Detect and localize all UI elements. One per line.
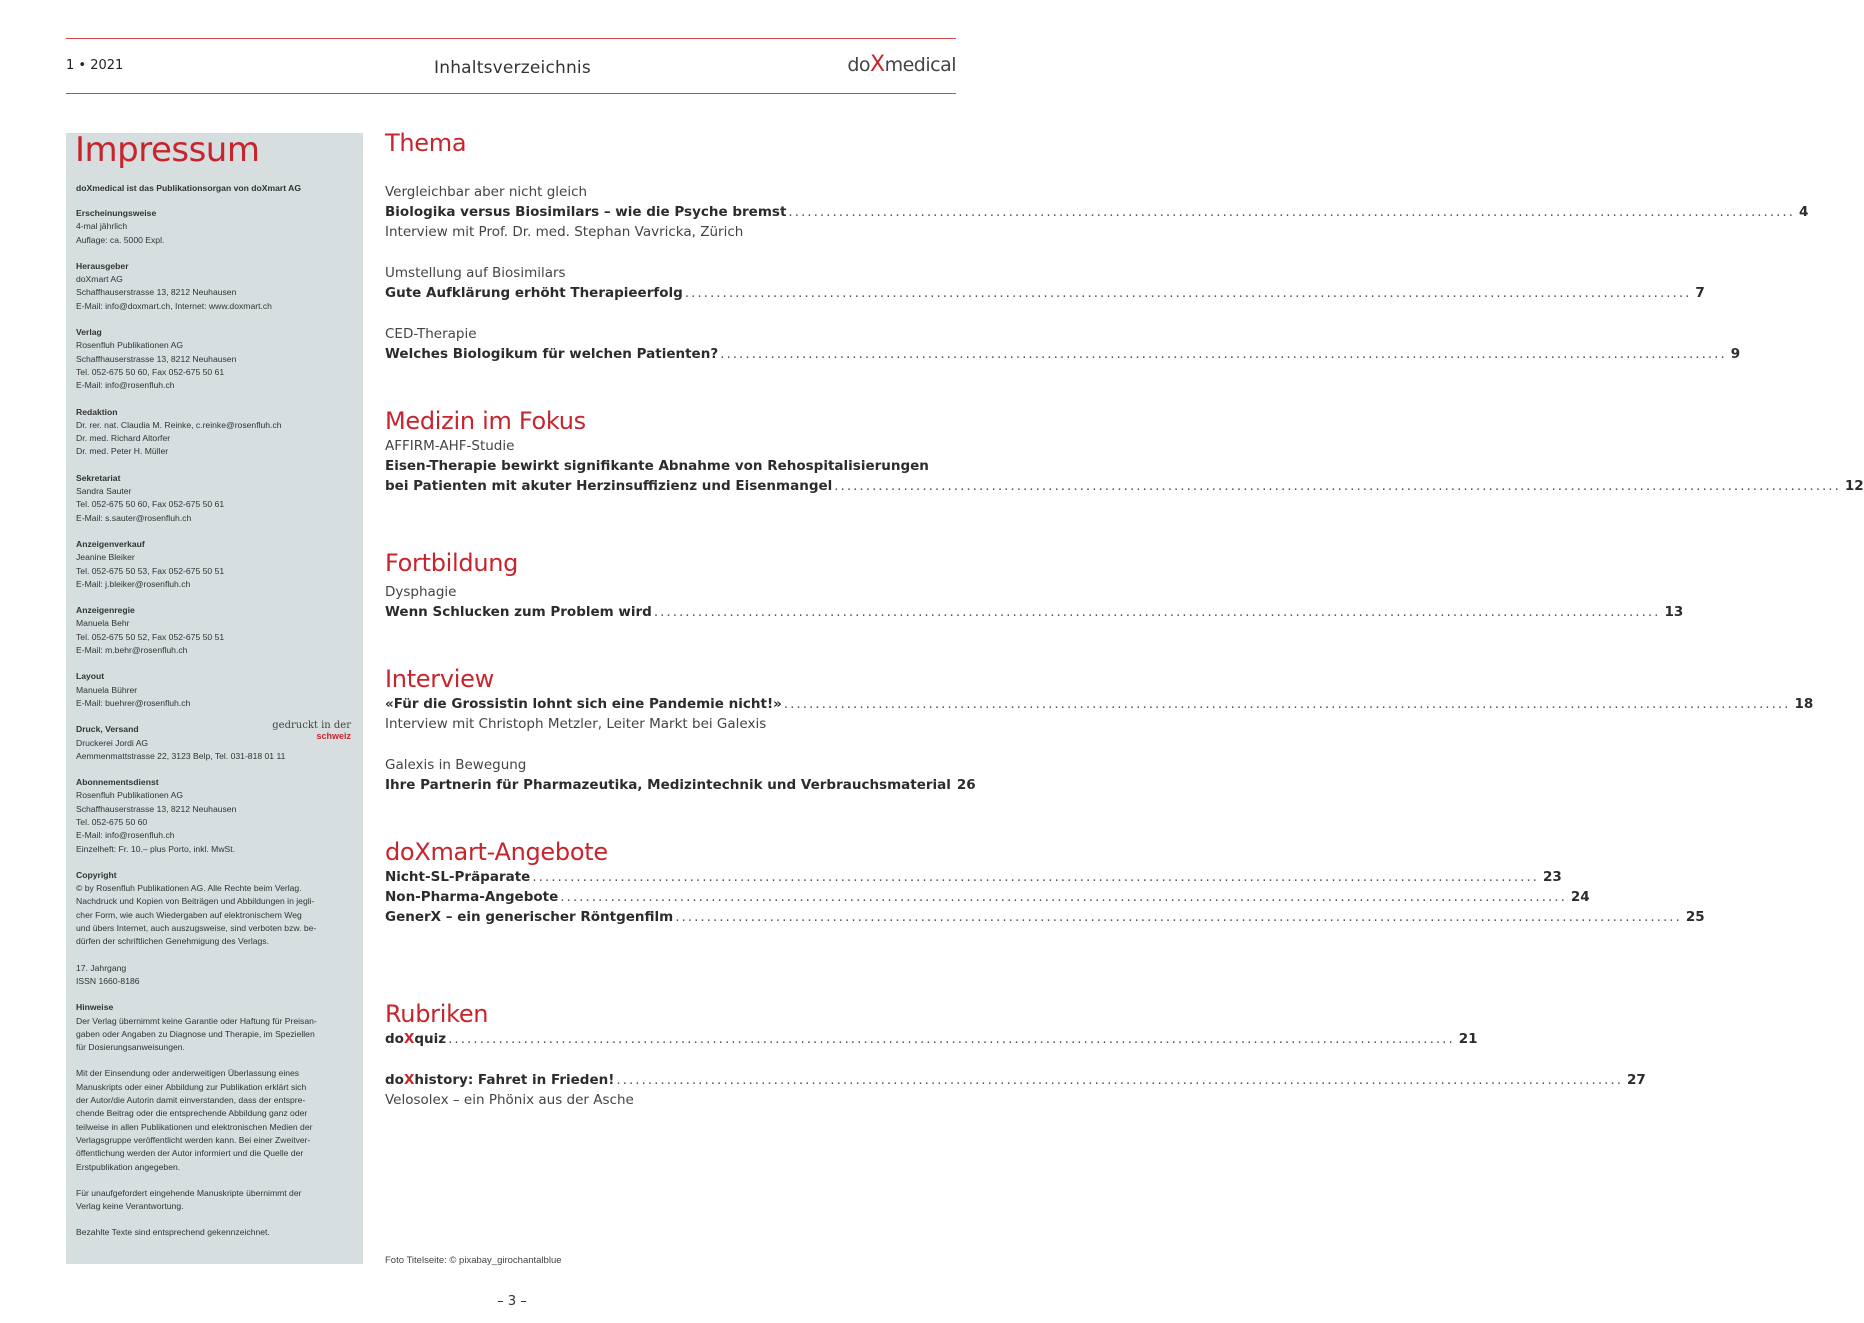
- impressum-line: E-Mail: buehrer@rosenfluh.ch: [76, 697, 191, 708]
- druck-logo-line2: schweiz: [316, 731, 351, 742]
- impressum-block: [76, 869, 353, 949]
- impressum-line: Tel. 052-675 50 52, Fax 052-675 50 51: [76, 631, 225, 642]
- toc-entry[interactable]: [385, 694, 1814, 714]
- impressum-line: Bezahlte Texte sind entsprechend gekennzeichnet.: [76, 1227, 270, 1238]
- toc-entry[interactable]: [385, 476, 1864, 496]
- toc-entry[interactable]: [385, 344, 1741, 364]
- toc-page-number: 13: [1664, 604, 1684, 620]
- toc-dot-leader: ................................................................................................................................................................: [560, 889, 1567, 905]
- impressum-line: dürfen der schriftlichen Genehmigung des Verlags.: [76, 936, 269, 947]
- impressum-block-heading: Sekretariat: [76, 472, 121, 483]
- impressum-block: [76, 962, 353, 989]
- impressum-line: teilweise in allen Publikationen und elektronischen Medien der: [76, 1121, 313, 1132]
- impressum-line: Manuela Behr: [76, 618, 130, 629]
- toc-kicker: Dysphagie: [385, 584, 457, 600]
- table-of-contents: [385, 128, 1864, 1110]
- impressum-line: Schaffhauserstrasse 13, 8212 Neuhausen: [76, 353, 237, 364]
- impressum-block: [76, 776, 353, 856]
- toc-page-number: 25: [1685, 909, 1705, 925]
- impressum-line: Manuela Bührer: [76, 684, 138, 695]
- impressum-block: [76, 1226, 353, 1239]
- toc-entry-line: Eisen-Therapie bewirkt signifikante Abnahme von Rehospitalisierungen: [385, 458, 929, 474]
- toc-subtitle: Interview mit Christoph Metzler, Leiter Markt bei Galexis: [385, 716, 767, 732]
- impressum-block: [76, 326, 353, 392]
- impressum-block-heading: Layout: [76, 671, 105, 682]
- impressum-block: [76, 670, 353, 710]
- impressum-line: 17. Jahrgang: [76, 962, 127, 973]
- toc-entry[interactable]: [385, 1029, 1478, 1049]
- impressum-line: Dr. rer. nat. Claudia M. Reinke, c.reinke@rosenfluh.ch: [76, 419, 282, 430]
- impressum-block-heading: Hinweise: [76, 1002, 114, 1013]
- impressum-line: Tel. 052-675 50 60: [76, 816, 148, 827]
- toc-dot-leader: ................................................................................................................................................................: [783, 696, 1791, 712]
- impressum-line: Schaffhauserstrasse 13, 8212 Neuhausen: [76, 287, 237, 298]
- toc-entry-title: Welches Biologikum für welchen Patienten?: [385, 346, 719, 362]
- impressum-line: Tel. 052-675 50 60, Fax 052-675 50 61: [76, 366, 225, 377]
- impressum-line: ISSN 1660-8186: [76, 975, 140, 986]
- toc-entry[interactable]: [385, 775, 976, 795]
- toc-page-number: 18: [1794, 696, 1814, 712]
- impressum-block: [76, 720, 353, 763]
- toc-kicker: CED-Therapie: [385, 326, 477, 342]
- toc-dot-leader: ................................................................................................................................................................: [653, 604, 1661, 620]
- impressum-line: Dr. med. Richard Altorfer: [76, 433, 171, 444]
- impressum-panel: [66, 130, 363, 1264]
- toc-entry-title: Non-Pharma-Angebote: [385, 889, 559, 905]
- impressum-line: E-Mail: info@doxmart.ch, Internet: www.doxmart.ch: [76, 300, 272, 311]
- impressum-intro: doXmedical ist das Publikationsorgan von doXmart AG: [76, 183, 302, 193]
- toc-dot-leader: ................................................................................................................................................................: [616, 1072, 1623, 1088]
- doxquiz-post: quiz: [414, 1031, 447, 1047]
- impressum-line: Jeanine Bleiker: [76, 552, 135, 563]
- toc-page-number: 12: [1844, 478, 1864, 494]
- logo-text-pre: do: [847, 54, 871, 76]
- impressum-line: chende Beitrag oder die entsprechende Abbildung ganz oder: [76, 1108, 308, 1119]
- impressum-line: Dr. med. Peter H. Müller: [76, 446, 169, 457]
- toc-entry-title: [385, 1070, 614, 1090]
- toc-entry[interactable]: [385, 283, 1705, 303]
- logo-text-post: medical: [884, 54, 956, 76]
- impressum-line: Sandra Sauter: [76, 486, 132, 497]
- toc-entry[interactable]: [385, 1070, 1646, 1090]
- impressum-line: Manuskripts oder einer Abbildung zur Publikation erklärt sich: [76, 1081, 307, 1092]
- toc-kicker: Vergleichbar aber nicht gleich: [385, 184, 588, 200]
- impressum-block-heading: Verlag: [76, 327, 102, 338]
- toc-entry-title: Biologika versus Biosimilars – wie die Psyche bremst: [385, 204, 787, 220]
- gedruckt-in-der-schweiz-logo: [272, 721, 351, 741]
- logo-x: X: [870, 52, 885, 77]
- impressum-block-heading: Druck, Versand: [76, 724, 139, 735]
- impressum-line: gaben oder Angaben zu Diagnose und Therapie, im Speziellen: [76, 1028, 315, 1039]
- toc-entry[interactable]: [385, 907, 1705, 927]
- toc-entry-title: Gute Aufklärung erhöht Therapieerfolg: [385, 285, 683, 301]
- impressum-line: Tel. 052-675 50 60, Fax 052-675 50 61: [76, 499, 225, 510]
- toc-entry-title: [385, 1029, 446, 1049]
- impressum-line: E-Mail: info@rosenfluh.ch: [76, 830, 175, 841]
- page-number: – 3 –: [497, 1294, 527, 1309]
- issue-label: 1 • 2021: [66, 58, 124, 73]
- impressum-line: Rosenfluh Publikationen AG: [76, 790, 184, 801]
- header-top-rule: [66, 38, 956, 39]
- impressum-line: Der Verlag übernimmt keine Garantie oder Haftung für Preisan-: [76, 1015, 317, 1026]
- toc-page-number: 4: [1799, 204, 1809, 220]
- impressum-line: E-Mail: j.bleiker@rosenfluh.ch: [76, 578, 191, 589]
- toc-dot-leader: ................................................................................................................................................................: [448, 1031, 1455, 1047]
- impressum-line: doXmart AG: [76, 274, 123, 285]
- impressum-block-heading: Abonnementsdienst: [76, 777, 159, 788]
- impressum-block: [76, 604, 353, 657]
- impressum-line: für Dosierungsanweisungen.: [76, 1042, 185, 1053]
- toc-entry-title: Wenn Schlucken zum Problem wird: [385, 604, 652, 620]
- toc-entry[interactable]: [385, 867, 1562, 887]
- impressum-block: [76, 1067, 353, 1173]
- section-title-medizin-im-fokus: Medizin im Fokus: [385, 407, 586, 435]
- impressum-line: Nachdruck und Kopien von Beiträgen und Abbildungen in jegli-: [76, 896, 315, 907]
- doxhistory-x: X: [403, 1072, 415, 1088]
- section-title-doxmart-angebote: doXmart-Angebote: [385, 838, 608, 866]
- toc-entry[interactable]: [385, 887, 1590, 907]
- impressum-block-heading: Copyright: [76, 869, 117, 880]
- impressum-block-heading: Redaktion: [76, 406, 118, 417]
- photo-credit: Foto Titelseite: © pixabay_girochantalblue: [385, 1255, 562, 1266]
- impressum-line: Für unaufgefordert eingehende Manuskripte übernimmt der: [76, 1187, 302, 1198]
- toc-dot-leader: ................................................................................................................................................................: [684, 285, 1692, 301]
- impressum-line: Aemmenmattstrasse 22, 3123 Belp, Tel. 031-818 01 11: [76, 750, 286, 761]
- impressum-block: [76, 260, 353, 313]
- doxquiz-x: X: [403, 1031, 415, 1047]
- druck-logo-line1: gedruckt in der: [272, 720, 351, 732]
- header-bottom-rule: [66, 93, 956, 94]
- impressum-line: Tel. 052-675 50 53, Fax 052-675 50 51: [76, 565, 225, 576]
- impressum-line: © by Rosenfluh Publikationen AG. Alle Rechte beim Verlag.: [76, 883, 302, 894]
- section-title-fortbildung: Fortbildung: [385, 549, 519, 577]
- impressum-line: Verlagsgruppe veröffentlicht werden kann. Bei einer Zweitver-: [76, 1134, 311, 1145]
- impressum-line: Erstpublikation angegeben.: [76, 1161, 181, 1172]
- impressum-line: Einzelheft: Fr. 10.– plus Porto, inkl. MwSt.: [76, 843, 236, 854]
- impressum-line: Verlag keine Verantwortung.: [76, 1201, 184, 1212]
- toc-dot-leader: ................................................................................................................................................................: [675, 909, 1682, 925]
- toc-page-number: 21: [1458, 1031, 1478, 1047]
- toc-kicker: AFFIRM-AHF-Studie: [385, 438, 515, 454]
- impressum-line: cher Form, wie auch Wiedergaben auf elektronischem Weg: [76, 909, 302, 920]
- impressum-line: Schaffhauserstrasse 13, 8212 Neuhausen: [76, 803, 237, 814]
- toc-entry-title: «Für die Grossistin lohnt sich eine Pandemie nicht!»: [385, 696, 782, 712]
- impressum-title: Impressum: [75, 130, 260, 170]
- impressum-line: Auflage: ca. 5000 Expl.: [76, 234, 165, 245]
- page-title: Inhaltsverzeichnis: [434, 58, 591, 78]
- toc-dot-leader: ................................................................................................................................................................: [720, 346, 1727, 362]
- impressum-line: der Autor/die Autorin damit einverstanden, dass der entspre-: [76, 1095, 306, 1106]
- toc-page-number: 26: [956, 777, 976, 793]
- impressum-line: und übers Internet, auch auszugsweise, sind verboten bzw. be-: [76, 923, 317, 934]
- toc-entry-title: bei Patienten mit akuter Herzinsuffizienz und Eisenmangel: [385, 478, 833, 494]
- impressum-line: E-Mail: m.behr@rosenfluh.ch: [76, 645, 188, 656]
- impressum-line: E-Mail: s.sauter@rosenfluh.ch: [76, 512, 192, 523]
- toc-entry[interactable]: [385, 602, 1684, 622]
- section-title-thema: Thema: [385, 129, 467, 157]
- impressum-block: [76, 538, 353, 591]
- toc-dot-leader: ................................................................................................................................................................: [788, 204, 1796, 220]
- toc-kicker: Umstellung auf Biosimilars: [385, 265, 566, 281]
- impressum-block-heading: Anzeigenverkauf: [76, 538, 145, 549]
- toc-subtitle: Velosolex – ein Phönix aus der Asche: [385, 1092, 634, 1108]
- impressum-block-heading: Herausgeber: [76, 260, 129, 271]
- toc-page-number: 24: [1570, 889, 1590, 905]
- toc-page-number: 7: [1695, 285, 1705, 301]
- impressum-block: [76, 1187, 353, 1214]
- doxquiz-pre: do: [385, 1031, 404, 1047]
- toc-dot-leader: ................................................................................................................................................................: [532, 869, 1539, 885]
- section-title-interview: Interview: [385, 665, 494, 693]
- impressum-block: [76, 207, 353, 247]
- impressum-blocks: [76, 207, 353, 1240]
- toc-entry[interactable]: [385, 202, 1809, 222]
- impressum-line: Rosenfluh Publikationen AG: [76, 340, 184, 351]
- impressum-block-heading: Erscheinungsweise: [76, 208, 157, 218]
- toc-subtitle: Interview mit Prof. Dr. med. Stephan Vavricka, Zürich: [385, 224, 744, 240]
- toc-page-number: 9: [1730, 346, 1741, 362]
- toc-kicker: Galexis in Bewegung: [385, 757, 527, 773]
- toc-entry-title: Ihre Partnerin für Pharmazeutika, Medizintechnik und Verbrauchsmaterial: [385, 777, 951, 793]
- impressum-block-heading: Anzeigenregie: [76, 605, 135, 616]
- impressum-block: [76, 1001, 353, 1054]
- toc-page-number: 23: [1542, 869, 1562, 885]
- section-title-rubriken: Rubriken: [385, 1000, 489, 1028]
- impressum-line: Mit der Einsendung oder anderweitigen Überlassung eines: [76, 1068, 300, 1079]
- impressum-line: E-Mail: info@rosenfluh.ch: [76, 380, 175, 391]
- doxhistory-post: history: Fahret in Frieden!: [414, 1072, 615, 1088]
- impressum-line: 4-mal jährlich: [76, 221, 128, 232]
- impressum-line: Druckerei Jordi AG: [76, 737, 149, 748]
- toc-page-number: 27: [1627, 1072, 1646, 1088]
- doxhistory-pre: do: [385, 1072, 404, 1088]
- doxmedical-logo: [847, 52, 956, 77]
- impressum-block: [76, 472, 353, 525]
- impressum-block: [76, 406, 353, 459]
- toc-dot-leader: ................................................................................................................................................................: [834, 478, 1841, 494]
- toc-entry-title: GenerX – ein generischer Röntgenfilm: [385, 909, 674, 925]
- toc-entry-title: Nicht-SL-Präparate: [385, 869, 531, 885]
- impressum-line: öffentlichung werden der Autor informiert und die Quelle der: [76, 1148, 304, 1159]
